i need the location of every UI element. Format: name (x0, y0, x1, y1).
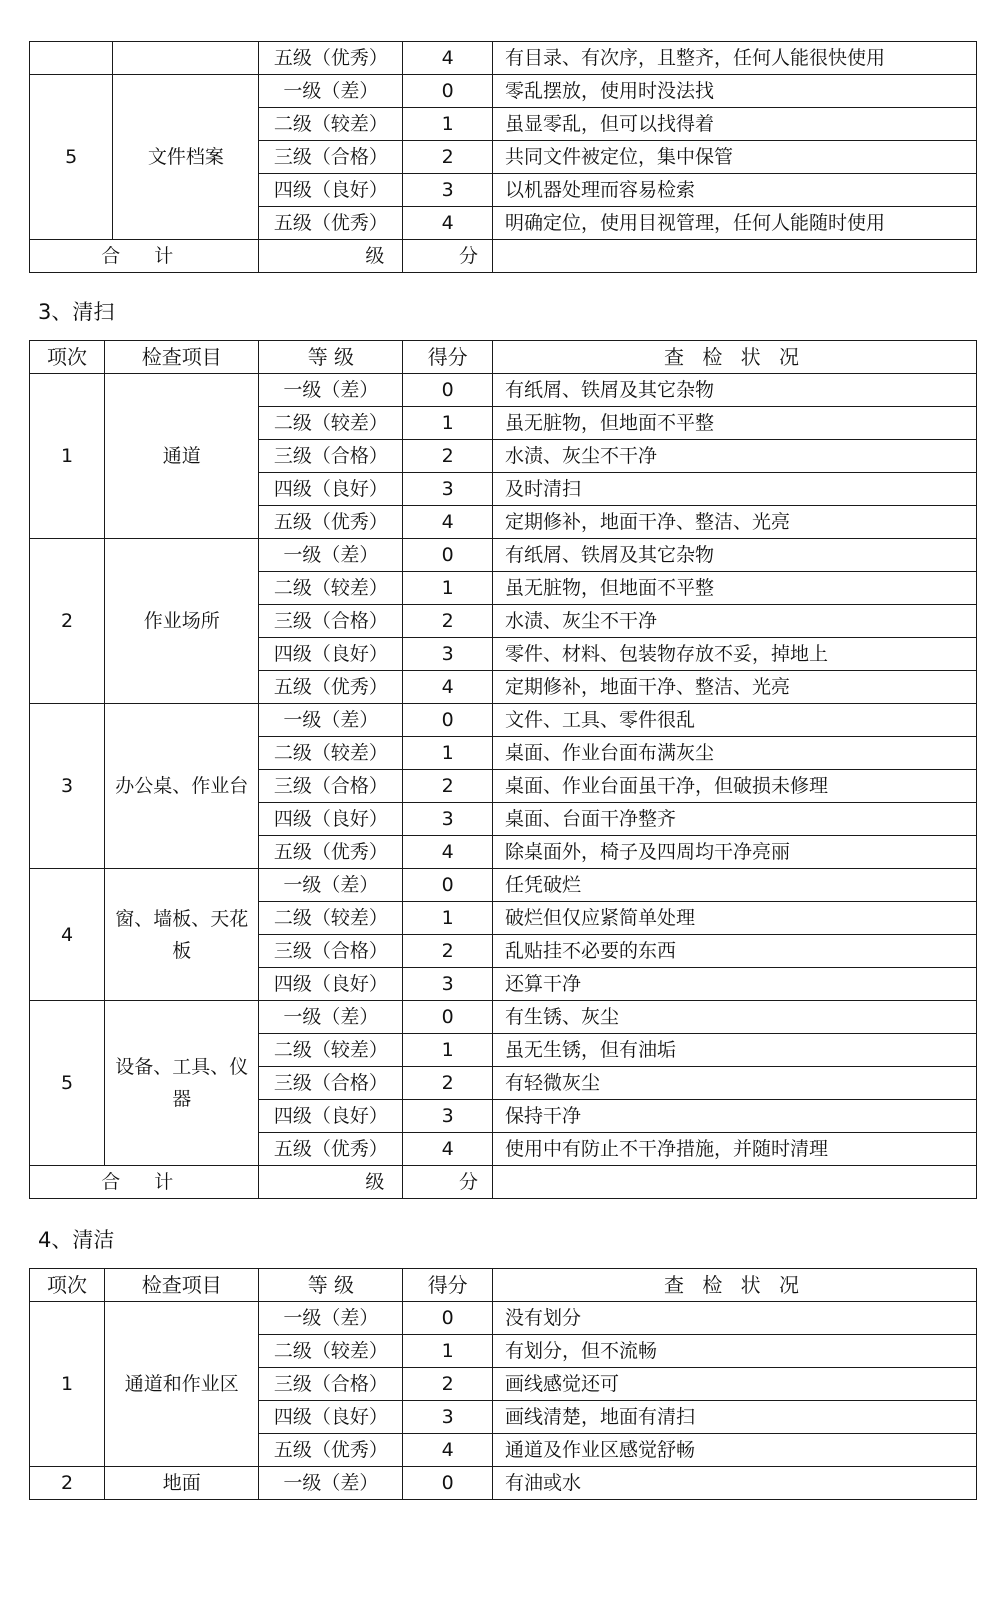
score-cell: 3 (403, 1100, 493, 1133)
grade-cell: 五级（优秀） (259, 1434, 403, 1467)
check-cell: 以机器处理而容易检索 (493, 174, 977, 207)
check-cell: 虽无脏物，但地面不平整 (493, 407, 977, 440)
header-no: 项次 (30, 1269, 105, 1302)
grade-cell: 二级（较差） (259, 902, 403, 935)
grade-cell: 一级（差） (259, 1001, 403, 1034)
score-cell: 2 (403, 605, 493, 638)
grade-cell: 四级（良好） (259, 968, 403, 1001)
check-cell: 有轻微灰尘 (493, 1067, 977, 1100)
score-cell: 4 (403, 671, 493, 704)
score-cell: 0 (403, 704, 493, 737)
check-cell: 定期修补，地面干净、整洁、光亮 (493, 506, 977, 539)
score-cell: 1 (403, 407, 493, 440)
grade-cell: 一级（差） (259, 869, 403, 902)
table-row (30, 1302, 977, 1335)
score-cell: 2 (403, 1368, 493, 1401)
check-cell: 桌面、作业台面虽干净，但破损未修理 (493, 770, 977, 803)
score-cell: 0 (403, 869, 493, 902)
score-cell: 1 (403, 902, 493, 935)
score-cell: 3 (403, 968, 493, 1001)
score-cell: 4 (403, 42, 493, 75)
header-item: 检查项目 (105, 341, 259, 374)
grade-cell: 五级（优秀） (259, 1133, 403, 1166)
check-cell: 有纸屑、铁屑及其它杂物 (493, 374, 977, 407)
check-cell: 画线清楚，地面有清扫 (493, 1401, 977, 1434)
grade-cell: 三级（合格） (259, 1368, 403, 1401)
check-cell: 定期修补，地面干净、整洁、光亮 (493, 671, 977, 704)
table-header-row (30, 341, 977, 374)
item-cell: 作业场所 (105, 539, 259, 704)
item-cell: 通道 (105, 374, 259, 539)
total-score-unit: 分 (403, 240, 493, 273)
grade-cell: 三级（合格） (259, 440, 403, 473)
score-cell: 3 (403, 803, 493, 836)
total-check-cell (493, 1166, 977, 1199)
check-cell: 文件、工具、零件很乱 (493, 704, 977, 737)
grade-cell: 三级（合格） (259, 1067, 403, 1100)
table-section3 (29, 340, 977, 1199)
check-cell: 没有划分 (493, 1302, 977, 1335)
grade-cell: 一级（差） (259, 75, 403, 108)
total-grade-unit: 级 (259, 1166, 403, 1199)
table-row (30, 75, 977, 108)
no-cell: 3 (30, 704, 105, 869)
header-check: 查 检 状 况 (493, 341, 977, 374)
header-no: 项次 (30, 341, 105, 374)
total-check-cell (493, 240, 977, 273)
grade-cell: 三级（合格） (259, 141, 403, 174)
table-row (30, 1001, 977, 1034)
section-heading-cleanliness: 4、清洁 (38, 1228, 115, 1252)
check-cell: 有划分，但不流畅 (493, 1335, 977, 1368)
table-row (30, 704, 977, 737)
no-cell: 5 (30, 75, 113, 240)
score-cell: 1 (403, 1034, 493, 1067)
score-cell: 0 (403, 1302, 493, 1335)
score-cell: 0 (403, 75, 493, 108)
total-row (30, 240, 977, 273)
grade-cell: 二级（较差） (259, 108, 403, 141)
section-heading-cleaning: 3、清扫 (38, 300, 115, 324)
check-cell: 明确定位，使用目视管理，任何人能随时使用 (493, 207, 977, 240)
table-row (30, 869, 977, 902)
no-cell: 4 (30, 869, 105, 1001)
score-cell: 3 (403, 1401, 493, 1434)
score-cell: 4 (403, 207, 493, 240)
score-cell: 1 (403, 572, 493, 605)
item-cell: 通道和作业区 (105, 1302, 259, 1467)
no-cell: 1 (30, 374, 105, 539)
score-cell: 1 (403, 108, 493, 141)
item-cell: 办公桌、作业台 (105, 704, 259, 869)
score-cell: 3 (403, 473, 493, 506)
header-score: 得分 (403, 341, 493, 374)
check-cell: 有纸屑、铁屑及其它杂物 (493, 539, 977, 572)
table-row (30, 42, 977, 75)
grade-cell: 四级（良好） (259, 1100, 403, 1133)
check-cell: 零件、材料、包装物存放不妥，掉地上 (493, 638, 977, 671)
grade-cell: 一级（差） (259, 1302, 403, 1335)
no-cell: 5 (30, 1001, 105, 1166)
grade-cell: 二级（较差） (259, 737, 403, 770)
table-section4 (29, 1268, 977, 1500)
no-cell: 2 (30, 1467, 105, 1500)
check-cell: 任凭破烂 (493, 869, 977, 902)
grade-cell: 五级（优秀） (259, 836, 403, 869)
score-cell: 4 (403, 506, 493, 539)
total-label: 合 计 (30, 240, 259, 273)
header-check: 查 检 状 况 (493, 1269, 977, 1302)
grade-cell: 一级（差） (259, 704, 403, 737)
table-header-row (30, 1269, 977, 1302)
grade-cell: 二级（较差） (259, 1034, 403, 1067)
header-score: 得分 (403, 1269, 493, 1302)
grade-cell: 四级（良好） (259, 473, 403, 506)
score-cell: 4 (403, 836, 493, 869)
item-cell: 地面 (105, 1467, 259, 1500)
score-cell: 1 (403, 1335, 493, 1368)
score-cell: 0 (403, 374, 493, 407)
grade-cell: 五级（优秀） (259, 42, 403, 75)
grade-cell: 四级（良好） (259, 638, 403, 671)
check-cell: 共同文件被定位，集中保管 (493, 141, 977, 174)
check-cell: 虽无脏物，但地面不平整 (493, 572, 977, 605)
no-cell (30, 42, 113, 75)
check-cell: 水渍、灰尘不干净 (493, 440, 977, 473)
score-cell: 4 (403, 1434, 493, 1467)
score-cell: 4 (403, 1133, 493, 1166)
check-cell: 还算干净 (493, 968, 977, 1001)
check-cell: 有目录、有次序，且整齐，任何人能很快使用 (493, 42, 977, 75)
score-cell: 2 (403, 141, 493, 174)
score-cell: 0 (403, 539, 493, 572)
item-cell: 窗、墙板、天花板 (105, 869, 259, 1001)
grade-cell: 五级（优秀） (259, 207, 403, 240)
table-row (30, 374, 977, 407)
check-cell: 桌面、台面干净整齐 (493, 803, 977, 836)
grade-cell: 二级（较差） (259, 407, 403, 440)
score-cell: 2 (403, 1067, 493, 1100)
header-grade: 等 级 (259, 341, 403, 374)
grade-cell: 一级（差） (259, 539, 403, 572)
table-section2 (29, 41, 977, 273)
check-cell: 保持干净 (493, 1100, 977, 1133)
check-cell: 虽显零乱，但可以找得着 (493, 108, 977, 141)
grade-cell: 五级（优秀） (259, 506, 403, 539)
check-cell: 除桌面外，椅子及四周均干净亮丽 (493, 836, 977, 869)
check-cell: 画线感觉还可 (493, 1368, 977, 1401)
score-cell: 2 (403, 770, 493, 803)
grade-cell: 一级（差） (259, 374, 403, 407)
no-cell: 1 (30, 1302, 105, 1467)
check-cell: 乱贴挂不必要的东西 (493, 935, 977, 968)
header-item: 检查项目 (105, 1269, 259, 1302)
grade-cell: 三级（合格） (259, 935, 403, 968)
check-cell: 水渍、灰尘不干净 (493, 605, 977, 638)
grade-cell: 三级（合格） (259, 605, 403, 638)
grade-cell: 四级（良好） (259, 803, 403, 836)
table-row (30, 1467, 977, 1500)
item-cell: 文件档案 (113, 75, 259, 240)
check-cell: 使用中有防止不干净措施，并随时清理 (493, 1133, 977, 1166)
item-cell (113, 42, 259, 75)
check-cell: 零乱摆放，使用时没法找 (493, 75, 977, 108)
total-grade-unit: 级 (259, 240, 403, 273)
grade-cell: 四级（良好） (259, 1401, 403, 1434)
score-cell: 2 (403, 440, 493, 473)
check-cell: 及时清扫 (493, 473, 977, 506)
check-cell: 虽无生锈，但有油垢 (493, 1034, 977, 1067)
grade-cell: 一级（差） (259, 1467, 403, 1500)
score-cell: 3 (403, 174, 493, 207)
score-cell: 1 (403, 737, 493, 770)
grade-cell: 三级（合格） (259, 770, 403, 803)
grade-cell: 五级（优秀） (259, 671, 403, 704)
total-row (30, 1166, 977, 1199)
header-grade: 等 级 (259, 1269, 403, 1302)
check-cell: 有油或水 (493, 1467, 977, 1500)
score-cell: 0 (403, 1467, 493, 1500)
no-cell: 2 (30, 539, 105, 704)
score-cell: 3 (403, 638, 493, 671)
check-cell: 破烂但仅应紧简单处理 (493, 902, 977, 935)
total-score-unit: 分 (403, 1166, 493, 1199)
grade-cell: 四级（良好） (259, 174, 403, 207)
check-cell: 桌面、作业台面布满灰尘 (493, 737, 977, 770)
score-cell: 0 (403, 1001, 493, 1034)
score-cell: 2 (403, 935, 493, 968)
total-label: 合 计 (30, 1166, 259, 1199)
check-cell: 通道及作业区感觉舒畅 (493, 1434, 977, 1467)
item-cell: 设备、工具、仪器 (105, 1001, 259, 1166)
check-cell: 有生锈、灰尘 (493, 1001, 977, 1034)
table-row (30, 539, 977, 572)
grade-cell: 二级（较差） (259, 1335, 403, 1368)
grade-cell: 二级（较差） (259, 572, 403, 605)
